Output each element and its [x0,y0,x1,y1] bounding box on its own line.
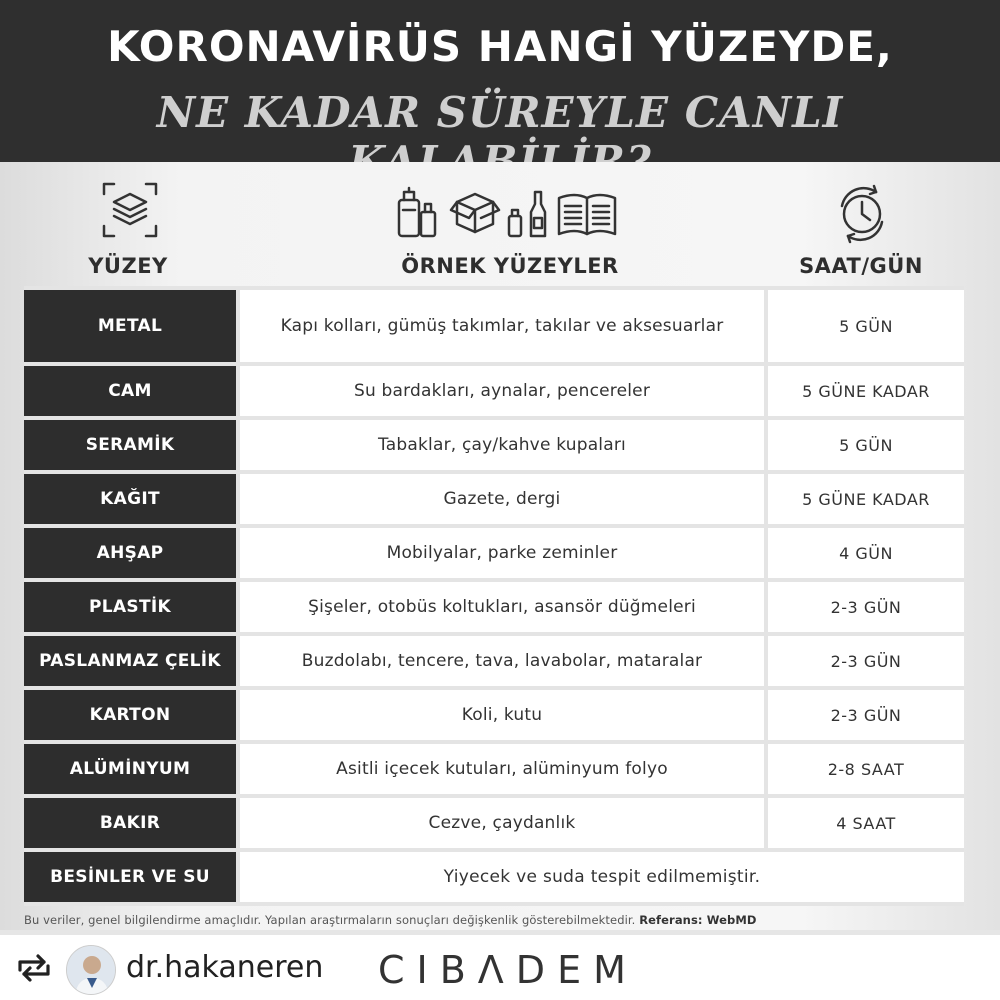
surface-name: BAKIR [24,798,236,848]
table-row [24,474,964,524]
table-row [24,420,964,470]
table-row [24,366,964,416]
surface-name: AHŞAP [24,528,236,578]
table-row [24,690,964,740]
surface-duration: 5 GÜN [768,290,964,362]
surface-duration: 4 GÜN [768,528,964,578]
surface-examples: Buzdolabı, tencere, tava, lavabolar, mataralar [240,636,764,686]
surface-duration: 2-3 GÜN [768,636,964,686]
surface-duration: 2-3 GÜN [768,690,964,740]
surface-examples: Cezve, çaydanlık [240,798,764,848]
user-avatar-icon [67,946,116,995]
repost-icon[interactable] [14,952,54,984]
footnote [24,913,974,927]
table-row [24,852,964,902]
surface-name: CAM [24,366,236,416]
survival-table [24,286,964,906]
surface-name: SERAMİK [24,420,236,470]
surface-name: BESİNLER VE SU [24,852,236,902]
surface-examples: Su bardakları, aynalar, pencereler [240,366,764,416]
surface-name: KARTON [24,690,236,740]
surface-examples: Gazete, dergi [240,474,764,524]
clock-icon [832,184,892,244]
surface-duration: 2-8 SAAT [768,744,964,794]
surface-duration: 5 GÜN [768,420,964,470]
avatar[interactable] [66,945,116,995]
table-row [24,290,964,362]
surface-duration: 4 SAAT [768,798,964,848]
header-banner [0,0,1000,162]
surface-examples: Şişeler, otobüs koltukları, asansör düğmeleri [240,582,764,632]
title-line-2: NE KADAR SÜREYLE CANLI [156,88,844,137]
footnote-reference: Referans: WebMD [639,913,757,927]
table-row [24,528,964,578]
surface-duration: 2-3 GÜN [768,582,964,632]
household-objects-icon [395,186,617,240]
surface-name: METAL [24,290,236,362]
surface-examples: Kapı kolları, gümüş takımlar, takılar ve aksesuarlar [240,290,764,362]
surface-examples: Asitli içecek kutuları, alüminyum folyo [240,744,764,794]
surface-name: ALÜMİNYUM [24,744,236,794]
surface-examples: Koli, kutu [240,690,764,740]
layers-icon [100,180,160,240]
surface-duration: 5 GÜNE KADAR [768,474,964,524]
surface-name: KAĞIT [24,474,236,524]
brand-logo: CIBΛDEM [378,948,638,992]
surface-duration: 5 GÜNE KADAR [768,366,964,416]
username-link[interactable]: dr.hakaneren [126,950,324,985]
footnote-text: Bu veriler, genel bilgilendirme amaçlıdır. Yapılan araştırmaların sonuçları değişkenlik gösterebilmektedir. [24,913,636,927]
column-header-duration: SAAT/GÜN [799,254,923,278]
surface-examples: Tabaklar, çay/kahve kupaları [240,420,764,470]
column-header-examples: ÖRNEK YÜZEYLER [401,254,619,278]
table-row [24,798,964,848]
surface-name: PASLANMAZ ÇELİK [24,636,236,686]
table-row [24,636,964,686]
table-row [24,582,964,632]
surface-note: Yiyecek ve suda tespit edilmemiştir. [240,852,964,902]
column-header-surface: YÜZEY [88,254,168,278]
title-line-1: KORONAVİRÜS HANGİ YÜZEYDE, [107,22,893,71]
table-row [24,744,964,794]
surface-examples: Mobilyalar, parke zeminler [240,528,764,578]
surface-name: PLASTİK [24,582,236,632]
